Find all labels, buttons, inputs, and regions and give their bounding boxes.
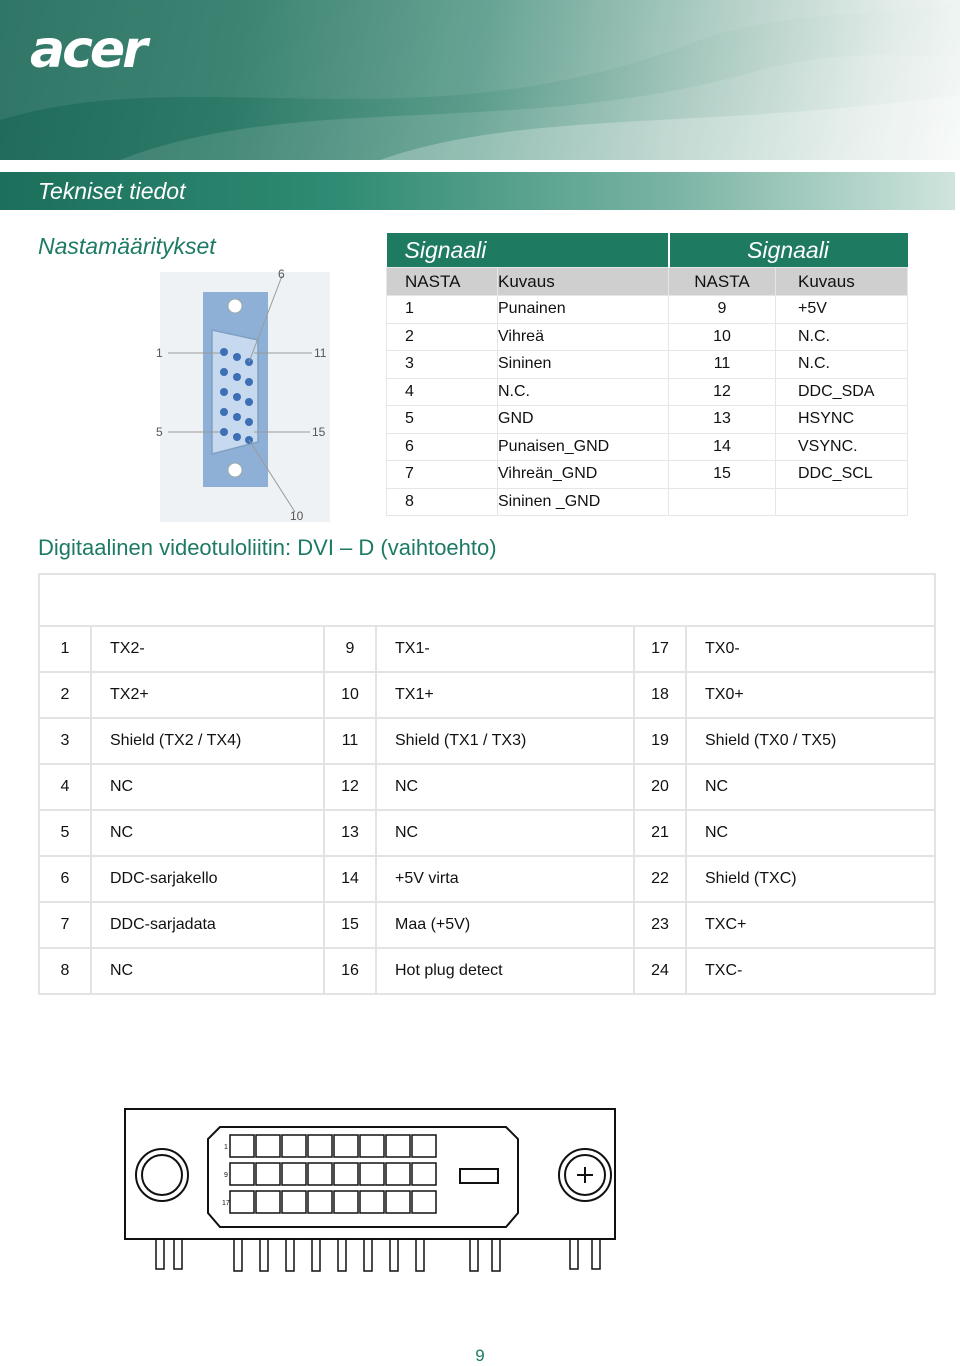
table-row (39, 672, 935, 718)
pin-cell: 20 (634, 764, 686, 810)
dsub-label-1: 1 (156, 346, 163, 360)
table-row (387, 406, 908, 434)
table-row (387, 296, 908, 324)
pin-cell: 7 (39, 902, 91, 948)
dsub-connector-illustration (150, 262, 340, 522)
signal-cell: TXC- (686, 948, 935, 994)
pin-cell: 24 (634, 948, 686, 994)
table-row (39, 764, 935, 810)
desc-cell: +5V (776, 296, 908, 324)
signal-cell: Shield (TX1 / TX3) (376, 718, 634, 764)
desc-cell: Vihreä (498, 323, 669, 351)
desc-cell: Vihreän_GND (498, 461, 669, 489)
pin-cell: 13 (324, 810, 376, 856)
signal-cell: NC (376, 810, 634, 856)
pin-cell: 12 (669, 378, 776, 406)
table-row (39, 856, 935, 902)
dvi-row-label-1: 1 (224, 1144, 228, 1151)
signal-cell: NC (376, 764, 634, 810)
acer-logo: acer (30, 20, 145, 80)
col-pin: NASTA (387, 268, 498, 296)
desc-cell: HSYNC (776, 406, 908, 434)
signal-cell: Maa (+5V) (376, 902, 634, 948)
pin-assignment-heading: Nastamääritykset (38, 233, 216, 259)
pin-cell: 9 (669, 296, 776, 324)
pin-cell: 21 (634, 810, 686, 856)
desc-cell: N.C. (498, 378, 669, 406)
table-row (387, 461, 908, 489)
pin-cell: 5 (39, 810, 91, 856)
desc-cell: N.C. (776, 351, 908, 379)
signal-cell: Shield (TX2 / TX4) (91, 718, 324, 764)
dvi-pin-table (38, 573, 936, 995)
pin-cell: 7 (387, 461, 498, 489)
pin-cell: 11 (324, 718, 376, 764)
desc-cell: GND (498, 406, 669, 434)
col-desc: Kuvaus (498, 268, 669, 296)
pin-cell: 19 (634, 718, 686, 764)
col-desc-2: Kuvaus (776, 268, 908, 296)
dsub-label-10: 10 (290, 509, 304, 522)
desc-cell: Sininen _GND (498, 488, 669, 516)
desc-cell: Punaisen_GND (498, 433, 669, 461)
desc-cell: DDC_SDA (776, 378, 908, 406)
pin-cell: 11 (669, 351, 776, 379)
pin-cell: 1 (39, 626, 91, 672)
dvi-connector-drawing (120, 1105, 620, 1280)
signal-cell: +5V virta (376, 856, 634, 902)
signal-cell: Shield (TX0 / TX5) (686, 718, 935, 764)
signal-cell: NC (686, 810, 935, 856)
dvi-heading: Digitaalinen videotuloliitin: DVI – D (vaihtoehto) (38, 535, 497, 560)
pin-cell: 12 (324, 764, 376, 810)
table-row (39, 718, 935, 764)
signal-cell: Hot plug detect (376, 948, 634, 994)
pin-cell: 4 (387, 378, 498, 406)
signal-cell: TX2+ (91, 672, 324, 718)
table-row (387, 488, 908, 516)
pin-cell (669, 488, 776, 516)
pin-cell: 8 (387, 488, 498, 516)
signal-cell: DDC-sarjakello (91, 856, 324, 902)
pin-cell: 14 (324, 856, 376, 902)
table-row (39, 948, 935, 994)
table-row (39, 902, 935, 948)
pin-cell: 1 (387, 296, 498, 324)
pin-cell: 18 (634, 672, 686, 718)
table-row (387, 433, 908, 461)
pin-cell: 4 (39, 764, 91, 810)
signal-cell: NC (91, 764, 324, 810)
pin-cell: 8 (39, 948, 91, 994)
signal-header-left: Signaali (387, 233, 669, 268)
pin-cell: 6 (387, 433, 498, 461)
table-row (387, 378, 908, 406)
pin-cell: 15 (669, 461, 776, 489)
signal-cell: Shield (TXC) (686, 856, 935, 902)
pin-cell: 17 (634, 626, 686, 672)
signal-cell: TX1+ (376, 672, 634, 718)
section-title-bar (0, 172, 955, 210)
table-row (387, 323, 908, 351)
pin-cell: 10 (324, 672, 376, 718)
table-row (387, 351, 908, 379)
desc-cell: Sininen (498, 351, 669, 379)
desc-cell: VSYNC. (776, 433, 908, 461)
pin-cell: 14 (669, 433, 776, 461)
signal-cell: DDC-sarjadata (91, 902, 324, 948)
signal-header-right: Signaali (669, 233, 908, 268)
desc-cell: DDC_SCL (776, 461, 908, 489)
col-pin-2: NASTA (669, 268, 776, 296)
dsub-label-6: 6 (278, 267, 285, 281)
signal-cell: TX1- (376, 626, 634, 672)
signal-cell: NC (686, 764, 935, 810)
vga-pin-table (386, 233, 908, 516)
pin-cell: 16 (324, 948, 376, 994)
section-title: Tekniset tiedot (38, 178, 186, 204)
desc-cell: N.C. (776, 323, 908, 351)
desc-cell: Punainen (498, 296, 669, 324)
pin-cell: 3 (387, 351, 498, 379)
signal-cell: TX0- (686, 626, 935, 672)
header-banner (0, 0, 960, 160)
signal-cell: TX2- (91, 626, 324, 672)
pin-cell: 2 (387, 323, 498, 351)
signal-cell: NC (91, 810, 324, 856)
pin-cell: 23 (634, 902, 686, 948)
pin-cell: 2 (39, 672, 91, 718)
pin-cell: 3 (39, 718, 91, 764)
dvi-row-label-17: 17 (222, 1200, 230, 1207)
desc-cell (776, 488, 908, 516)
dsub-label-11: 11 (314, 346, 327, 360)
dsub-label-5: 5 (156, 425, 163, 439)
pin-cell: 13 (669, 406, 776, 434)
table-row (39, 810, 935, 856)
dvi-row-label-9: 9 (224, 1172, 228, 1179)
pin-cell: 6 (39, 856, 91, 902)
table-row (39, 626, 935, 672)
pin-cell: 15 (324, 902, 376, 948)
signal-cell: TXC+ (686, 902, 935, 948)
page-number: 9 (475, 1346, 485, 1365)
pin-cell: 22 (634, 856, 686, 902)
table-header-blank (39, 574, 935, 626)
table-column-header (387, 268, 908, 296)
signal-cell: TX0+ (686, 672, 935, 718)
pin-cell: 5 (387, 406, 498, 434)
pin-cell: 10 (669, 323, 776, 351)
dsub-label-15: 15 (312, 425, 326, 439)
blank-cell (39, 574, 935, 626)
signal-cell: NC (91, 948, 324, 994)
pin-cell: 9 (324, 626, 376, 672)
